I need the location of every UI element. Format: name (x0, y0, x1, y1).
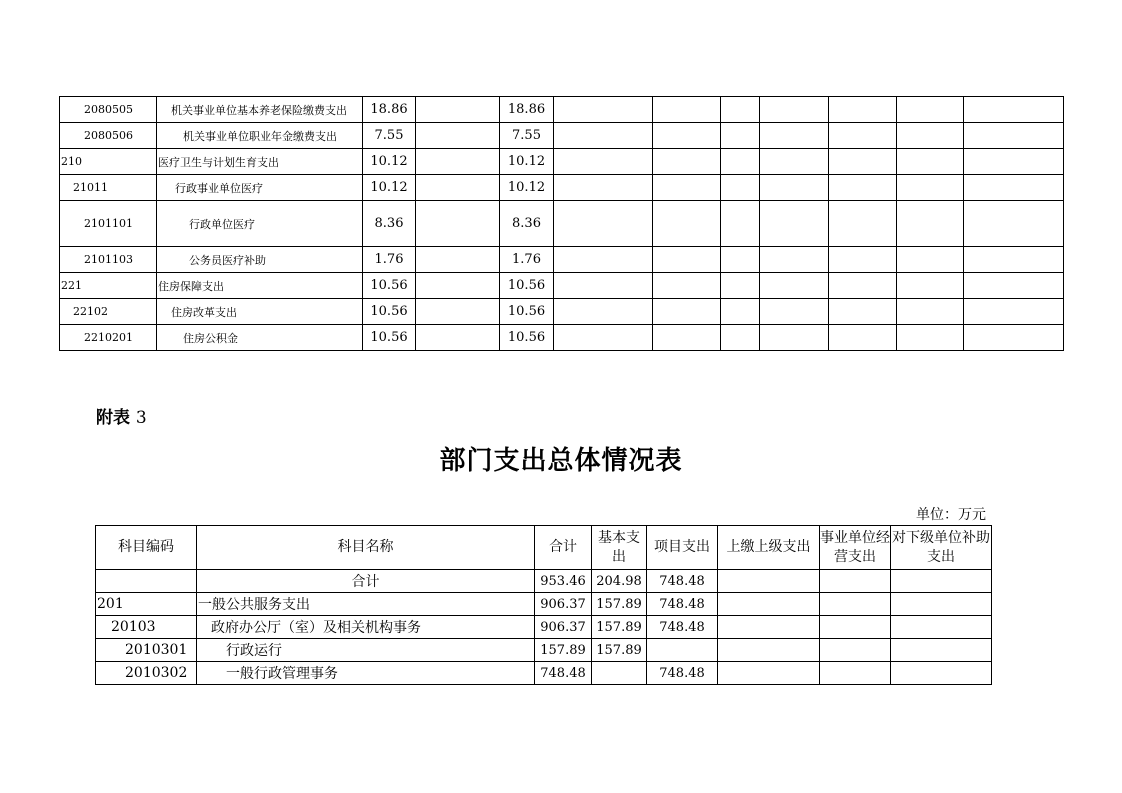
header-total: 合计 (535, 526, 592, 570)
empty-cell (721, 247, 760, 273)
empty-cell (653, 299, 721, 325)
empty-cell (897, 123, 964, 149)
empty-cell (653, 175, 721, 201)
table-row (60, 247, 1064, 273)
name-cell: 行政运行 (197, 639, 535, 662)
total-cell: 157.89 (535, 639, 592, 662)
page-title: 部门支出总体情况表 (439, 446, 683, 476)
empty-cell (416, 149, 500, 175)
upper-cell (718, 593, 820, 616)
empty-cell (897, 97, 964, 123)
name-cell: 政府办公厅（室）及相关机构事务 (197, 616, 535, 639)
empty-cell (721, 175, 760, 201)
empty-cell (653, 123, 721, 149)
continuation-table (59, 96, 1064, 351)
empty-cell (554, 299, 653, 325)
empty-cell (760, 299, 829, 325)
total-cell: 7.55 (363, 123, 416, 149)
name-cell: 行政单位医疗 (157, 201, 363, 247)
code-cell: 210 (60, 149, 157, 175)
value-cell: 10.12 (500, 149, 554, 175)
empty-cell (964, 123, 1064, 149)
unit-label: 单位：万元 (916, 507, 986, 523)
header-subsidy: 对下级单位补助支出 (891, 526, 992, 570)
empty-cell (416, 201, 500, 247)
empty-cell (721, 273, 760, 299)
empty-cell (653, 273, 721, 299)
table-row (96, 570, 992, 593)
subsidy-cell (891, 639, 992, 662)
empty-cell (897, 149, 964, 175)
table-row (96, 593, 992, 616)
table-row (60, 175, 1064, 201)
name-cell: 合计 (197, 570, 535, 593)
empty-cell (964, 97, 1064, 123)
basic-cell: 157.89 (592, 593, 647, 616)
empty-cell (554, 247, 653, 273)
empty-cell (416, 97, 500, 123)
header-business: 事业单位经营支出 (820, 526, 891, 570)
code-cell: 2080505 (60, 97, 157, 123)
empty-cell (760, 273, 829, 299)
empty-cell (829, 201, 897, 247)
empty-cell (554, 175, 653, 201)
name-cell: 行政事业单位医疗 (157, 175, 363, 201)
empty-cell (653, 149, 721, 175)
expenditure-table (95, 525, 992, 685)
name-cell: 医疗卫生与计划生育支出 (157, 149, 363, 175)
value-cell: 1.76 (500, 247, 554, 273)
table-row (60, 123, 1064, 149)
code-cell: 21011 (60, 175, 157, 201)
empty-cell (829, 247, 897, 273)
table-row (96, 662, 992, 685)
project-cell: 748.48 (647, 662, 718, 685)
empty-cell (653, 97, 721, 123)
value-cell: 8.36 (500, 201, 554, 247)
business-cell (820, 570, 891, 593)
header-name: 科目名称 (197, 526, 535, 570)
subsidy-cell (891, 570, 992, 593)
basic-cell: 157.89 (592, 639, 647, 662)
business-cell (820, 616, 891, 639)
empty-cell (554, 325, 653, 351)
subsidy-cell (891, 662, 992, 685)
total-cell: 10.12 (363, 149, 416, 175)
empty-cell (554, 273, 653, 299)
appendix-number: 3 (135, 408, 147, 428)
total-cell: 10.56 (363, 273, 416, 299)
value-cell: 18.86 (500, 97, 554, 123)
subsidy-cell (891, 593, 992, 616)
empty-cell (964, 201, 1064, 247)
code-cell: 2010302 (96, 662, 197, 685)
empty-cell (760, 97, 829, 123)
header-code: 科目编码 (96, 526, 197, 570)
subsidy-cell (891, 616, 992, 639)
table-row (60, 299, 1064, 325)
empty-cell (721, 299, 760, 325)
empty-cell (721, 149, 760, 175)
empty-cell (964, 175, 1064, 201)
appendix-label-text: 附表 (96, 408, 130, 428)
empty-cell (416, 299, 500, 325)
table-row (60, 325, 1064, 351)
total-cell: 748.48 (535, 662, 592, 685)
code-cell: 20103 (96, 616, 197, 639)
empty-cell (554, 123, 653, 149)
empty-cell (653, 201, 721, 247)
name-cell: 机关事业单位职业年金缴费支出 (157, 123, 363, 149)
empty-cell (416, 325, 500, 351)
name-cell: 公务员医疗补助 (157, 247, 363, 273)
empty-cell (964, 149, 1064, 175)
appendix-label (96, 403, 147, 428)
empty-cell (721, 201, 760, 247)
table-row (96, 639, 992, 662)
code-cell: 221 (60, 273, 157, 299)
empty-cell (554, 149, 653, 175)
code-cell: 2010301 (96, 639, 197, 662)
empty-cell (554, 201, 653, 247)
business-cell (820, 593, 891, 616)
empty-cell (964, 247, 1064, 273)
header-upper: 上缴上级支出 (718, 526, 820, 570)
code-cell: 2080506 (60, 123, 157, 149)
total-cell: 18.86 (363, 97, 416, 123)
value-cell: 10.56 (500, 273, 554, 299)
code-cell: 2101101 (60, 201, 157, 247)
value-cell: 10.56 (500, 325, 554, 351)
total-cell: 953.46 (535, 570, 592, 593)
empty-cell (760, 123, 829, 149)
table-row (96, 616, 992, 639)
basic-cell: 157.89 (592, 616, 647, 639)
empty-cell (760, 175, 829, 201)
empty-cell (964, 273, 1064, 299)
empty-cell (554, 97, 653, 123)
project-cell: 748.48 (647, 616, 718, 639)
upper-cell (718, 639, 820, 662)
empty-cell (964, 325, 1064, 351)
name-cell: 住房公积金 (157, 325, 363, 351)
header-project: 项目支出 (647, 526, 718, 570)
table-row (60, 273, 1064, 299)
table-row (60, 97, 1064, 123)
empty-cell (653, 247, 721, 273)
empty-cell (897, 325, 964, 351)
empty-cell (416, 175, 500, 201)
empty-cell (760, 201, 829, 247)
empty-cell (760, 325, 829, 351)
header-row (96, 526, 992, 570)
empty-cell (829, 175, 897, 201)
empty-cell (416, 247, 500, 273)
upper-cell (718, 662, 820, 685)
code-cell: 2101103 (60, 247, 157, 273)
basic-cell: 204.98 (592, 570, 647, 593)
upper-cell (718, 616, 820, 639)
empty-cell (721, 325, 760, 351)
name-cell: 住房改革支出 (157, 299, 363, 325)
empty-cell (829, 325, 897, 351)
empty-cell (760, 247, 829, 273)
name-cell: 一般公共服务支出 (197, 593, 535, 616)
empty-cell (897, 273, 964, 299)
code-cell: 2210201 (60, 325, 157, 351)
empty-cell (721, 97, 760, 123)
total-cell: 1.76 (363, 247, 416, 273)
empty-cell (897, 247, 964, 273)
basic-cell (592, 662, 647, 685)
value-cell: 7.55 (500, 123, 554, 149)
empty-cell (829, 299, 897, 325)
table-row (60, 149, 1064, 175)
empty-cell (760, 149, 829, 175)
total-cell: 10.56 (363, 325, 416, 351)
project-cell: 748.48 (647, 570, 718, 593)
empty-cell (416, 273, 500, 299)
header-basic: 基本支出 (592, 526, 647, 570)
code-cell: 201 (96, 593, 197, 616)
project-cell: 748.48 (647, 593, 718, 616)
empty-cell (964, 299, 1064, 325)
empty-cell (416, 123, 500, 149)
empty-cell (829, 123, 897, 149)
total-cell: 10.12 (363, 175, 416, 201)
empty-cell (653, 325, 721, 351)
empty-cell (721, 123, 760, 149)
table-row (60, 201, 1064, 247)
business-cell (820, 662, 891, 685)
empty-cell (897, 175, 964, 201)
value-cell: 10.56 (500, 299, 554, 325)
empty-cell (829, 97, 897, 123)
empty-cell (897, 299, 964, 325)
total-cell: 906.37 (535, 616, 592, 639)
code-cell (96, 570, 197, 593)
empty-cell (829, 273, 897, 299)
name-cell: 住房保障支出 (157, 273, 363, 299)
value-cell: 10.12 (500, 175, 554, 201)
total-cell: 10.56 (363, 299, 416, 325)
upper-cell (718, 570, 820, 593)
project-cell (647, 639, 718, 662)
total-cell: 906.37 (535, 593, 592, 616)
business-cell (820, 639, 891, 662)
name-cell: 一般行政管理事务 (197, 662, 535, 685)
total-cell: 8.36 (363, 201, 416, 247)
empty-cell (829, 149, 897, 175)
code-cell: 22102 (60, 299, 157, 325)
name-cell: 机关事业单位基本养老保险缴费支出 (157, 97, 363, 123)
empty-cell (897, 201, 964, 247)
